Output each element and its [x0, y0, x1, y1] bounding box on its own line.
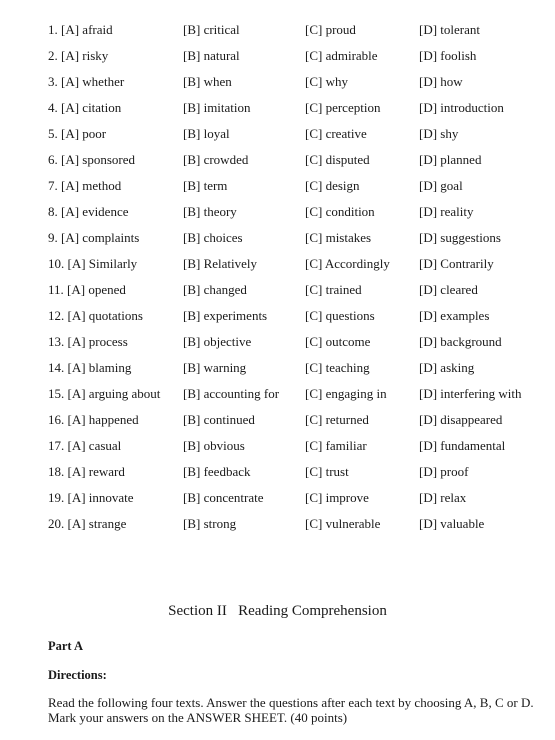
option-d: [D] planned	[419, 152, 482, 167]
option-b: [B] obvious	[183, 438, 245, 453]
option-b: [B] when	[183, 74, 232, 89]
option-b: [B] term	[183, 178, 228, 193]
option-b: [B] natural	[183, 48, 240, 63]
option-b: [B] experiments	[183, 308, 268, 323]
instructions-text: Read the following four texts. Answer the questions after each text by choosing A, B, C or D. Mark your answers on the ANSWER SHEET. (40 points)	[48, 695, 534, 725]
option-d: [D] cleared	[419, 282, 478, 297]
option-d: [D] shy	[419, 126, 459, 141]
question-number: 4.	[48, 100, 58, 115]
question-number: 17.	[48, 438, 65, 453]
question-row	[48, 277, 548, 303]
option-c: [C] familiar	[305, 438, 367, 453]
question-row	[48, 433, 548, 459]
option-d: [D] asking	[419, 360, 475, 375]
question-number: 12.	[48, 308, 65, 323]
question-row	[48, 121, 548, 147]
option-a	[48, 412, 183, 428]
question-number: 3.	[48, 74, 58, 89]
question-row	[48, 17, 548, 43]
option-c: [C] admirable	[305, 48, 378, 63]
option-d: [D] goal	[419, 178, 463, 193]
option-c: [C] design	[305, 178, 360, 193]
question-number: 10.	[48, 256, 65, 271]
option-a	[48, 282, 183, 298]
option-b: [B] concentrate	[183, 490, 264, 505]
option-a-text: [A] method	[61, 178, 122, 193]
question-number: 5.	[48, 126, 58, 141]
option-b: [B] objective	[183, 334, 252, 349]
question-row	[48, 459, 548, 485]
option-c: [C] returned	[305, 412, 369, 427]
option-d: [D] how	[419, 74, 463, 89]
question-number: 19.	[48, 490, 65, 505]
option-b: [B] theory	[183, 204, 237, 219]
option-a-text: [A] sponsored	[61, 152, 136, 167]
option-a-text: [A] happened	[67, 412, 139, 427]
question-row	[48, 407, 548, 433]
question-row	[48, 69, 548, 95]
option-a-text: [A] citation	[61, 100, 122, 115]
option-c: [C] engaging in	[305, 386, 387, 401]
option-a-text: [A] afraid	[61, 22, 113, 37]
option-d: [D] foolish	[419, 48, 477, 63]
part-label: Part A	[48, 639, 84, 653]
option-a	[48, 178, 183, 194]
option-a	[48, 464, 183, 480]
option-b: [B] crowded	[183, 152, 249, 167]
question-row	[48, 199, 548, 225]
option-d: [D] reality	[419, 204, 474, 219]
option-c: [C] trained	[305, 282, 362, 297]
option-b: [B] warning	[183, 360, 247, 375]
option-c: [C] improve	[305, 490, 369, 505]
option-a-text: [A] whether	[61, 74, 125, 89]
option-c: [C] disputed	[305, 152, 370, 167]
option-c: [C] why	[305, 74, 348, 89]
option-a-text: [A] blaming	[67, 360, 132, 375]
option-b: [B] strong	[183, 516, 237, 531]
option-b: [B] imitation	[183, 100, 251, 115]
option-c: [C] outcome	[305, 334, 371, 349]
option-a-text: [A] risky	[61, 48, 109, 63]
option-a	[48, 308, 183, 324]
option-a-text: [A] evidence	[61, 204, 129, 219]
question-number: 2.	[48, 48, 58, 63]
option-a-text: [A] innovate	[67, 490, 134, 505]
option-c: [C] trust	[305, 464, 349, 479]
option-d: [D] valuable	[419, 516, 485, 531]
section-title: Section II Reading Comprehension	[168, 603, 387, 619]
question-number: 16.	[48, 412, 65, 427]
option-b: [B] critical	[183, 22, 240, 37]
option-d: [D] disappeared	[419, 412, 503, 427]
question-number: 14.	[48, 360, 65, 375]
option-a-text: [A] process	[67, 334, 128, 349]
option-d: [D] Contrarily	[419, 256, 494, 271]
option-d: [D] proof	[419, 464, 469, 479]
option-d: [D] relax	[419, 490, 467, 505]
question-row	[48, 95, 548, 121]
question-number: 9.	[48, 230, 58, 245]
option-a	[48, 360, 183, 376]
question-row	[48, 43, 548, 69]
option-c: [C] proud	[305, 22, 356, 37]
question-number: 6.	[48, 152, 58, 167]
option-b: [B] choices	[183, 230, 243, 245]
question-row	[48, 355, 548, 381]
question-row	[48, 251, 548, 277]
option-c: [C] vulnerable	[305, 516, 381, 531]
question-row	[48, 329, 548, 355]
option-b: [B] continued	[183, 412, 255, 427]
option-a	[48, 256, 183, 272]
option-b: [B] loyal	[183, 126, 230, 141]
option-c: [C] questions	[305, 308, 375, 323]
option-a	[48, 490, 183, 506]
question-number: 8.	[48, 204, 58, 219]
option-a-text: [A] poor	[61, 126, 107, 141]
option-a-text: [A] complaints	[61, 230, 140, 245]
option-a-text: [A] casual	[67, 438, 122, 453]
option-d: [D] suggestions	[419, 230, 501, 245]
option-a-text: [A] quotations	[67, 308, 143, 323]
option-a-text: [A] arguing about	[67, 386, 161, 401]
question-number: 18.	[48, 464, 65, 479]
option-a-text: [A] Similarly	[67, 256, 138, 271]
option-d: [D] introduction	[419, 100, 504, 115]
option-a	[48, 48, 183, 64]
question-number: 13.	[48, 334, 65, 349]
option-d: [D] tolerant	[419, 22, 481, 37]
option-a	[48, 126, 183, 142]
option-a	[48, 22, 183, 38]
question-number: 11.	[48, 282, 64, 297]
option-d: [D] interfering with	[419, 386, 522, 401]
option-b: [B] feedback	[183, 464, 251, 479]
option-d: [D] background	[419, 334, 502, 349]
option-a-text: [A] opened	[67, 282, 126, 297]
option-d: [D] examples	[419, 308, 490, 323]
option-a-text: [A] strange	[67, 516, 127, 531]
option-c: [C] creative	[305, 126, 367, 141]
option-b: [B] changed	[183, 282, 247, 297]
option-a	[48, 386, 183, 402]
option-a	[48, 230, 183, 246]
question-number: 7.	[48, 178, 58, 193]
option-a	[48, 438, 183, 454]
option-a	[48, 204, 183, 220]
option-a	[48, 516, 183, 532]
question-row	[48, 173, 548, 199]
option-c: [C] Accordingly	[305, 256, 390, 271]
option-a	[48, 334, 183, 350]
question-row	[48, 303, 548, 329]
option-c: [C] perception	[305, 100, 381, 115]
option-b: [B] accounting for	[183, 386, 280, 401]
directions-label: Directions:	[48, 668, 107, 682]
question-row	[48, 147, 548, 173]
question-row	[48, 225, 548, 251]
option-c: [C] teaching	[305, 360, 370, 375]
option-d: [D] fundamental	[419, 438, 506, 453]
options-list	[48, 17, 548, 537]
question-number: 20.	[48, 516, 65, 531]
option-a	[48, 100, 183, 116]
option-a-text: [A] reward	[67, 464, 125, 479]
question-number: 1.	[48, 22, 58, 37]
question-row	[48, 511, 548, 537]
option-c: [C] condition	[305, 204, 375, 219]
option-a	[48, 152, 183, 168]
option-b: [B] Relatively	[183, 256, 258, 271]
question-row	[48, 485, 548, 511]
option-a	[48, 74, 183, 90]
option-c: [C] mistakes	[305, 230, 372, 245]
question-number: 15.	[48, 386, 65, 401]
question-row	[48, 381, 548, 407]
